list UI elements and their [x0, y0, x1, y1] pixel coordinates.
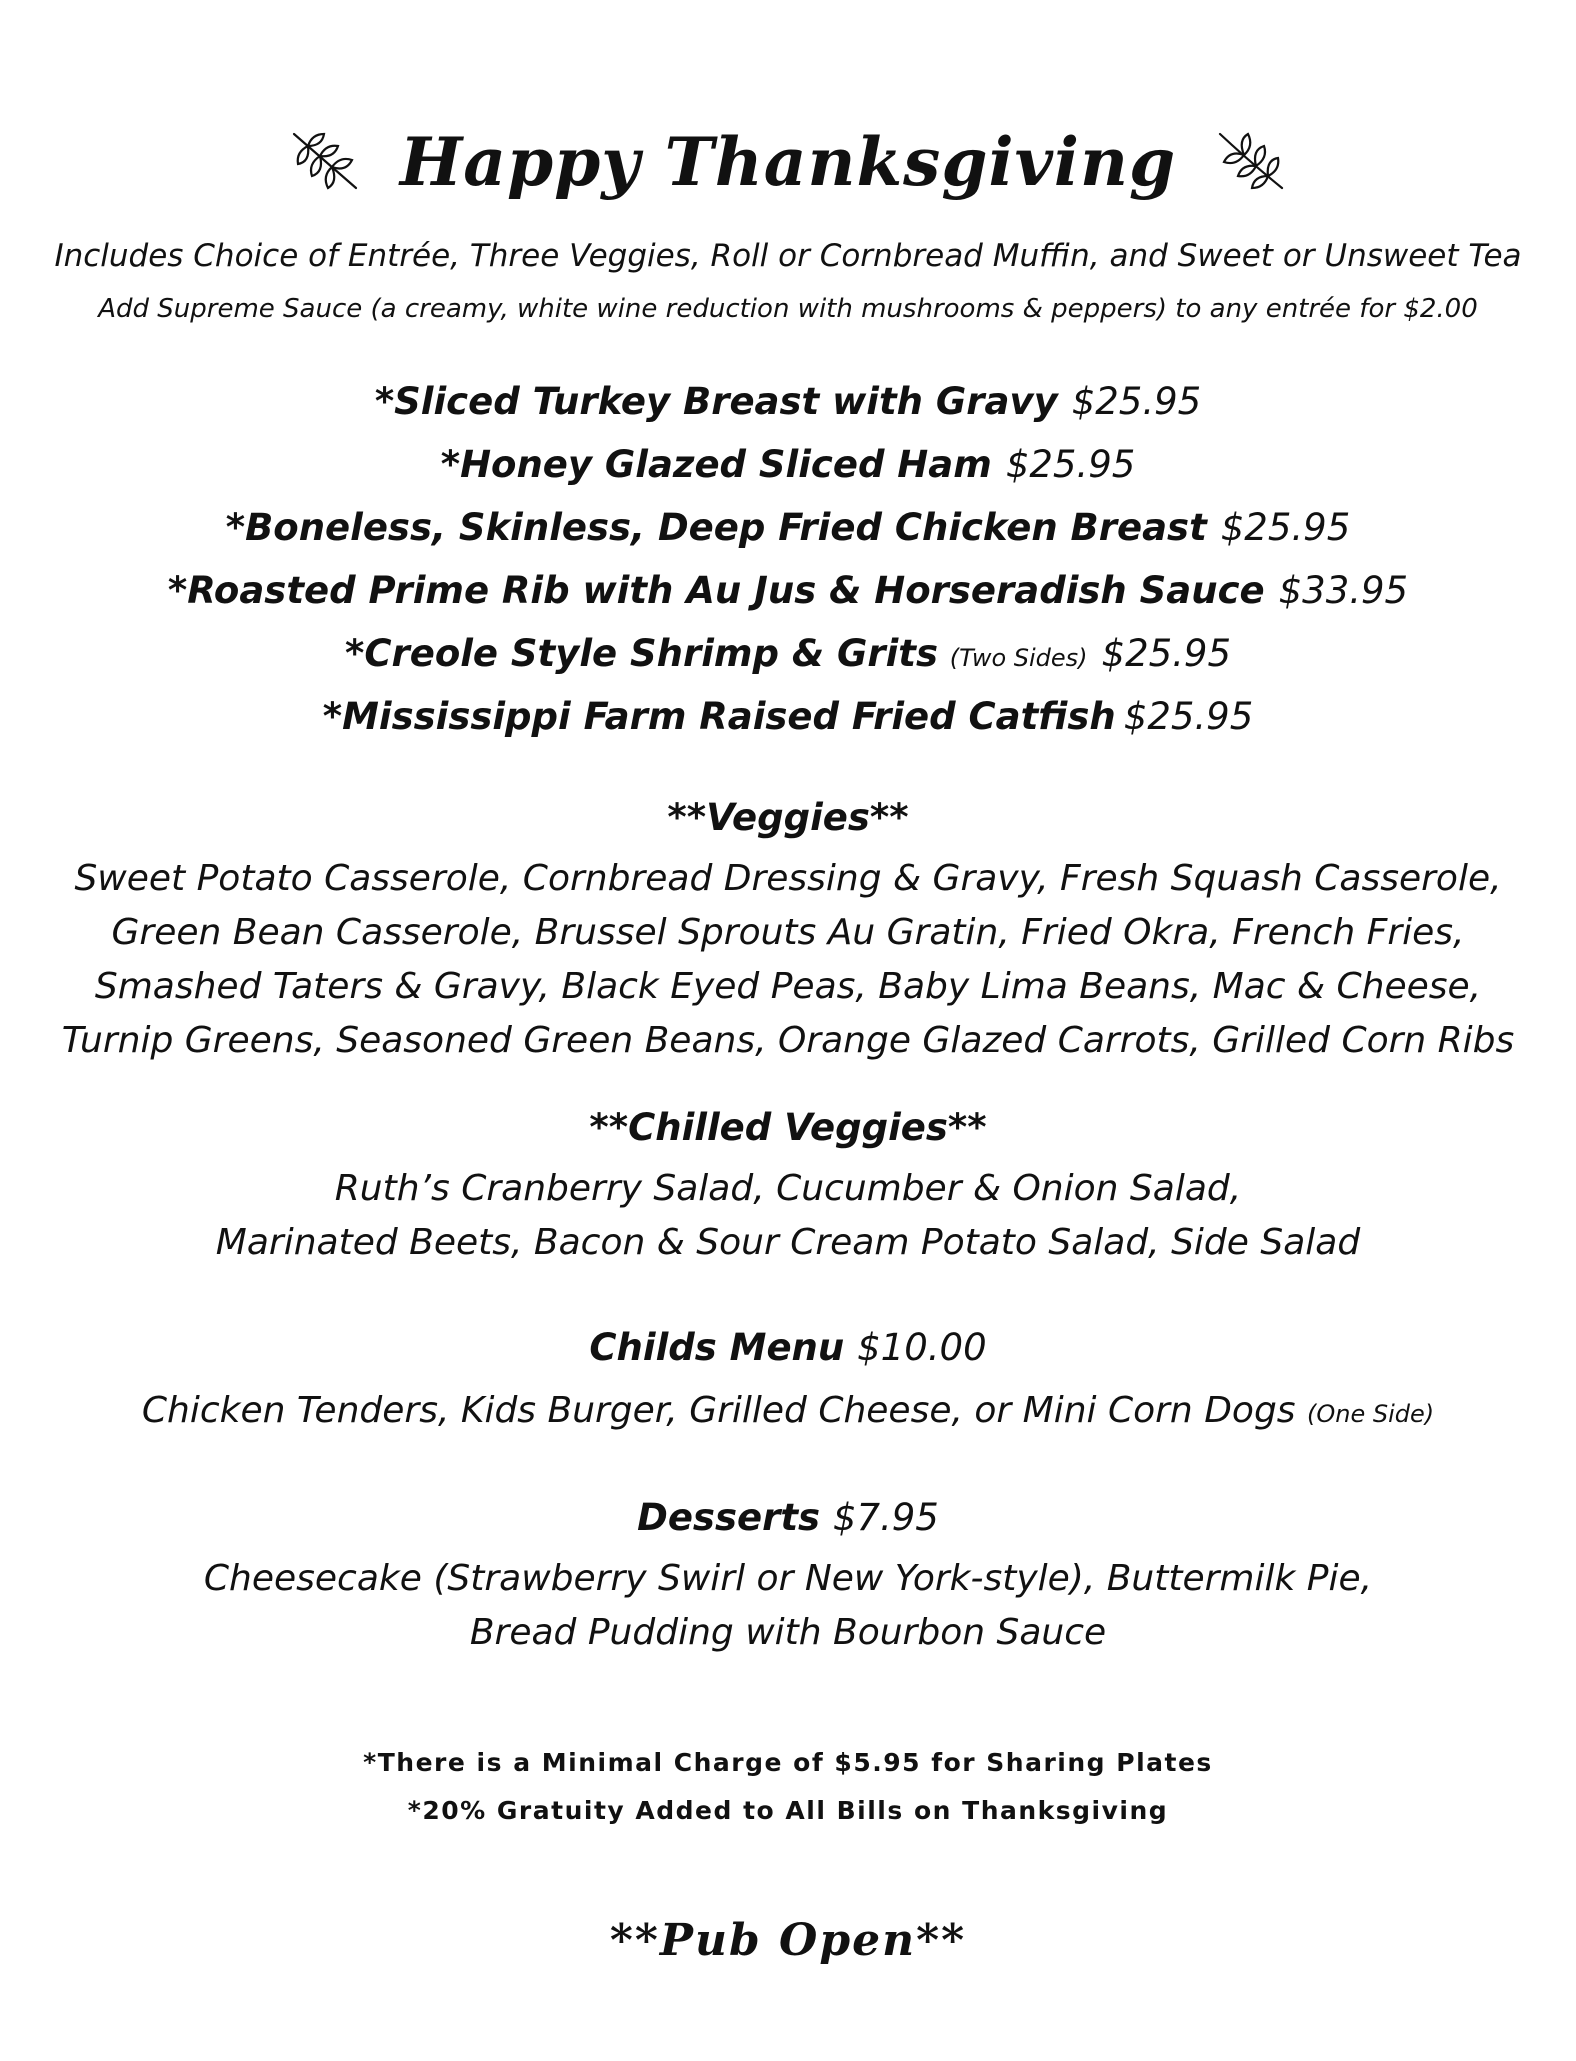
menu-header: [0, 112, 1576, 212]
entree-item: [0, 632, 1576, 688]
childs-menu-heading: [0, 1326, 1576, 1369]
entree-note: (Two Sides): [949, 644, 1088, 672]
chilled-veggies-heading: **Chilled Veggies**: [589, 1106, 987, 1149]
entree-price: $25.95: [1071, 380, 1202, 423]
veggies-line: Sweet Potato Casserole, Cornbread Dressing & Gravy, Fresh Squash Casserole,: [74, 858, 1502, 899]
page-title: Happy Thanksgiving: [399, 123, 1177, 201]
childs-menu-items: Chicken Tenders, Kids Burger, Grilled Cheese, or Mini Corn Dogs: [141, 1390, 1296, 1431]
pub-open-banner: **Pub Open**: [609, 1915, 967, 1966]
entree-item: [0, 443, 1576, 499]
desserts-line: Bread Pudding with Bourbon Sauce: [469, 1612, 1107, 1653]
entree-name: *Honey Glazed Sliced Ham: [440, 443, 992, 486]
entree-item: [0, 380, 1576, 436]
childs-menu-price: $10.00: [857, 1326, 987, 1369]
desserts-line: Cheesecake (Strawberry Swirl or New York-style), Buttermilk Pie,: [203, 1558, 1373, 1599]
entree-item: [0, 506, 1576, 562]
veggies-line: Green Bean Casserole, Brussel Sprouts Au Gratin, Fried Okra, French Fries,: [111, 912, 1465, 953]
childs-menu-title: Childs Menu: [589, 1326, 845, 1369]
entree-price: $25.95: [1005, 443, 1136, 486]
entree-price: $33.95: [1278, 569, 1409, 612]
wheat-leaf-icon: [286, 122, 376, 202]
entree-price: $25.95: [1101, 632, 1232, 675]
entree-name: *Boneless, Skinless, Deep Fried Chicken Breast: [225, 506, 1207, 549]
entree-name: *Roasted Prime Rib with Au Jus & Horseradish Sauce: [167, 569, 1265, 612]
desserts-heading: [0, 1496, 1576, 1539]
sharing-plates-notice: *There is a Minimal Charge of $5.95 for Sharing Plates: [363, 1748, 1213, 1777]
includes-line: Includes Choice of Entrée, Three Veggies, Roll or Cornbread Muffin, and Sweet or Unsweet Tea: [54, 238, 1522, 274]
desserts-title: Desserts: [637, 1496, 821, 1539]
chilled-veggies-line: Ruth’s Cranberry Salad, Cucumber & Onion Salad,: [334, 1168, 1242, 1209]
entree-name: *Creole Style Shrimp & Grits: [344, 632, 938, 675]
veggies-line: Smashed Taters & Gravy, Black Eyed Peas, Baby Lima Beans, Mac & Cheese,: [94, 966, 1482, 1007]
supreme-sauce-line: Add Supreme Sauce (a creamy, white wine reduction with mushrooms & peppers) to any entrée for $2.00: [98, 294, 1478, 324]
veggies-heading: **Veggies**: [667, 796, 909, 839]
entree-name: *Mississippi Farm Raised Fried Catfish: [322, 695, 1116, 738]
wheat-leaf-icon: [1200, 122, 1290, 202]
veggies-line: Turnip Greens, Seasoned Green Beans, Orange Glazed Carrots, Grilled Corn Ribs: [61, 1020, 1515, 1061]
childs-menu-note: (One Side): [1307, 1400, 1435, 1428]
childs-menu-line: [0, 1390, 1576, 1444]
entree-name: *Sliced Turkey Breast with Gravy: [374, 380, 1058, 423]
entree-price: $25.95: [1220, 506, 1351, 549]
gratuity-notice: *20% Gratuity Added to All Bills on Thanksgiving: [407, 1796, 1169, 1825]
entree-price: $25.95: [1123, 695, 1254, 738]
chilled-veggies-line: Marinated Beets, Bacon & Sour Cream Potato Salad, Side Salad: [215, 1222, 1361, 1263]
entree-item: [0, 695, 1576, 751]
entree-item: [0, 569, 1576, 625]
desserts-price: $7.95: [832, 1496, 939, 1539]
